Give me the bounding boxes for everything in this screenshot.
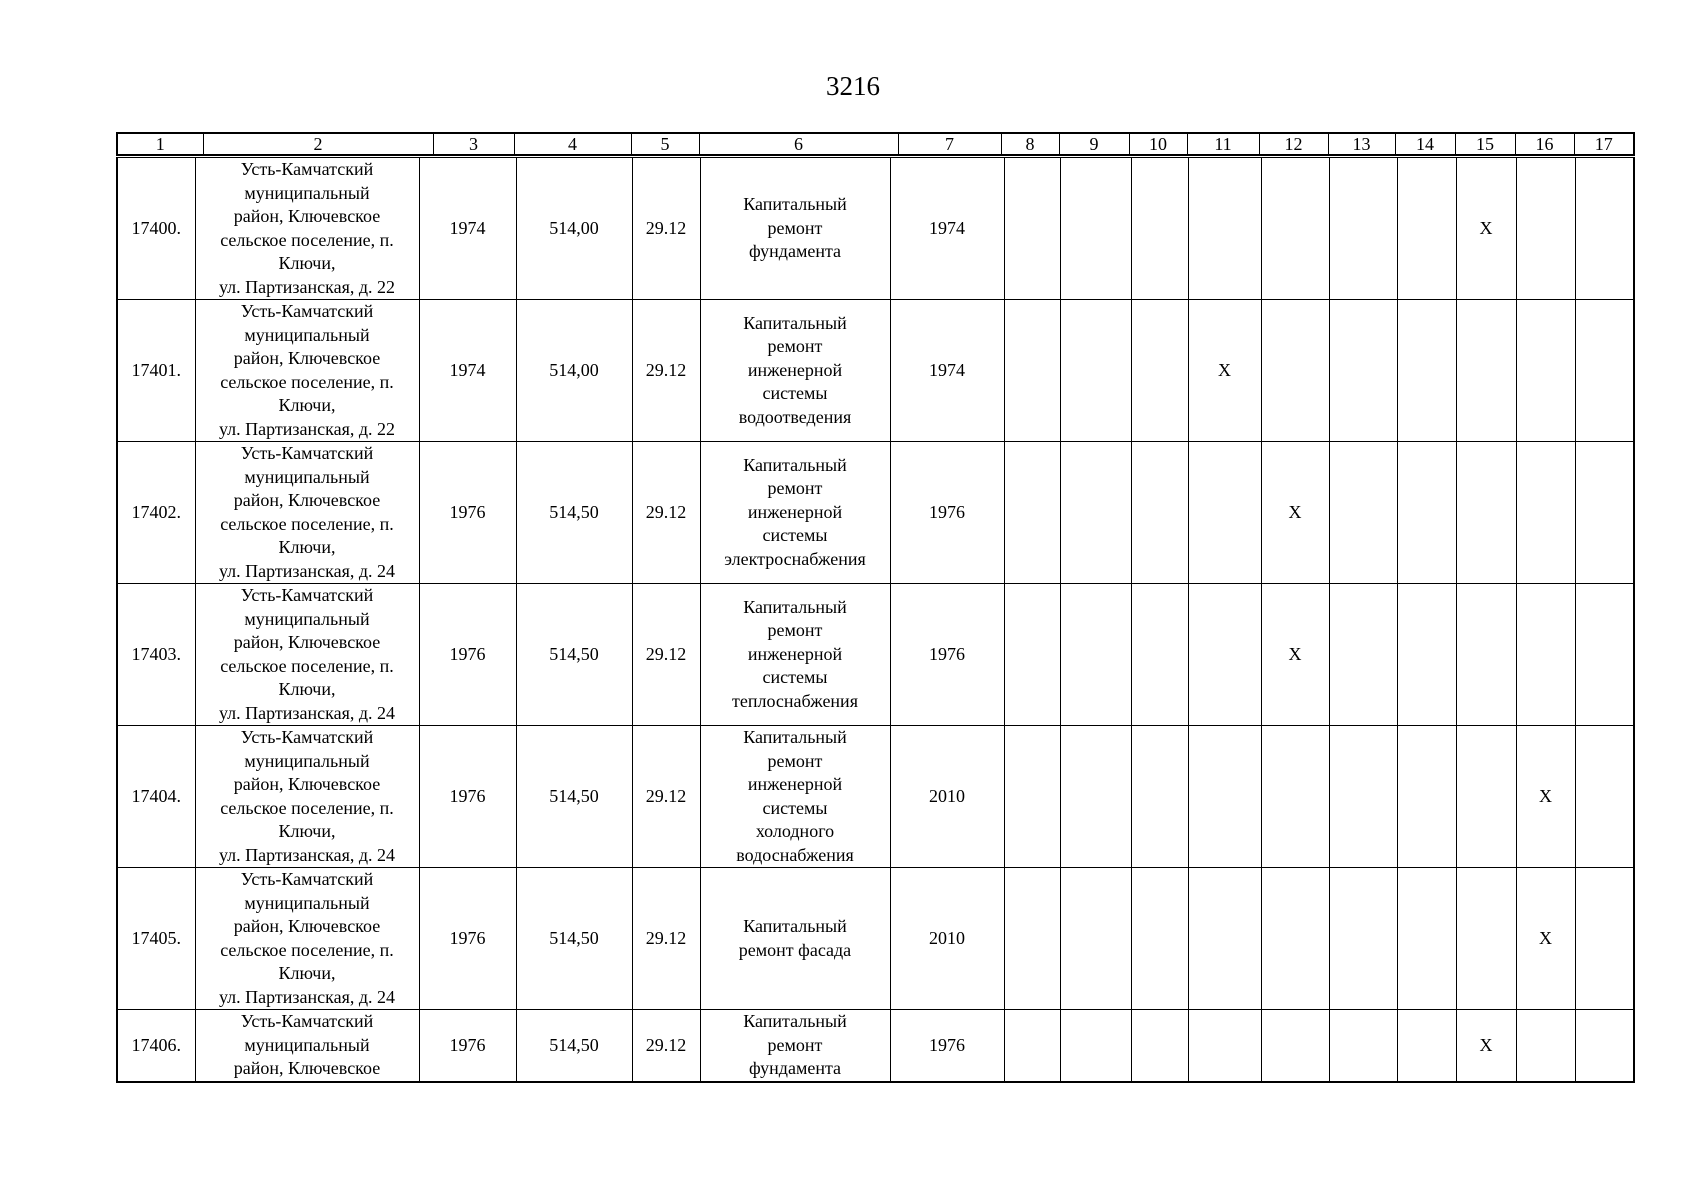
mark-cell-col-15 [1456,300,1516,442]
mark-cell-col-15: X [1456,1010,1516,1082]
mark-cell-col-9 [1060,442,1131,584]
row-number-cell: 17405. [117,868,195,1010]
column-number-5: 5 [631,133,699,155]
mark-cell-col-10 [1131,158,1188,300]
mark-cell-col-14 [1397,1010,1456,1082]
work-type-cell: Капитальный ремонт фундамента [700,1010,890,1082]
mark-cell-col-11: X [1188,300,1261,442]
mark-cell-col-16 [1516,158,1575,300]
work-type-cell: Капитальный ремонт инженерной системы теплоснабжения [700,584,890,726]
column-number-14: 14 [1395,133,1455,155]
year-built-cell: 1976 [419,868,516,1010]
area-cell: 514,50 [516,442,632,584]
table-row [117,584,1634,726]
mark-cell-col-14 [1397,584,1456,726]
mark-cell-col-10 [1131,726,1188,868]
year-repair-cell: 1976 [890,1010,1004,1082]
mark-cell-col-8 [1004,300,1060,442]
mark-cell-col-17 [1575,300,1634,442]
mark-cell-col-9 [1060,726,1131,868]
mark-cell-col-17 [1575,726,1634,868]
value-cell: 29.12 [632,442,700,584]
mark-cell-col-12 [1261,300,1329,442]
mark-cell-col-10 [1131,868,1188,1010]
year-built-cell: 1976 [419,442,516,584]
mark-cell-col-17 [1575,1010,1634,1082]
column-number-4: 4 [514,133,631,155]
column-number-1: 1 [117,133,203,155]
year-repair-cell: 2010 [890,726,1004,868]
mark-cell-col-8 [1004,868,1060,1010]
mark-cell-col-16 [1516,300,1575,442]
mark-cell-col-17 [1575,442,1634,584]
mark-cell-col-14 [1397,158,1456,300]
column-number-13: 13 [1328,133,1395,155]
column-number-15: 15 [1455,133,1515,155]
value-cell: 29.12 [632,726,700,868]
mark-cell-col-12 [1261,868,1329,1010]
row-number-cell: 17403. [117,584,195,726]
page-number: 3216 [826,71,880,101]
area-cell: 514,50 [516,726,632,868]
mark-cell-col-11 [1188,584,1261,726]
mark-cell-col-12: X [1261,584,1329,726]
year-repair-cell: 1974 [890,300,1004,442]
column-number-11: 11 [1187,133,1259,155]
mark-cell-col-9 [1060,1010,1131,1082]
mark-cell-col-14 [1397,726,1456,868]
address-cell: Усть-Камчатский муниципальный район, Ключевское сельское поселение, п. Ключи, ул. Партизанская, д. 24 [195,868,419,1010]
table-row [117,158,1634,300]
mark-cell-col-15 [1456,442,1516,584]
mark-cell-col-12: X [1261,442,1329,584]
mark-cell-col-17 [1575,584,1634,726]
table-row [117,1010,1634,1082]
column-number-2: 2 [203,133,433,155]
column-number-6: 6 [699,133,898,155]
year-built-cell: 1976 [419,1010,516,1082]
row-number-cell: 17404. [117,726,195,868]
mark-cell-col-12 [1261,726,1329,868]
mark-cell-col-8 [1004,1010,1060,1082]
mark-cell-col-8 [1004,442,1060,584]
mark-cell-col-13 [1329,442,1397,584]
mark-cell-col-11 [1188,726,1261,868]
mark-cell-col-15 [1456,868,1516,1010]
mark-cell-col-10 [1131,584,1188,726]
column-number-9: 9 [1059,133,1129,155]
mark-cell-col-16 [1516,584,1575,726]
mark-cell-col-10 [1131,300,1188,442]
mark-cell-col-11 [1188,1010,1261,1082]
area-cell: 514,50 [516,868,632,1010]
column-number-17: 17 [1574,133,1634,155]
area-cell: 514,00 [516,158,632,300]
mark-cell-col-14 [1397,868,1456,1010]
mark-cell-col-14 [1397,300,1456,442]
area-cell: 514,50 [516,1010,632,1082]
column-number-header [116,132,1635,156]
mark-cell-col-13 [1329,726,1397,868]
year-built-cell: 1976 [419,726,516,868]
mark-cell-col-11 [1188,442,1261,584]
mark-cell-col-8 [1004,584,1060,726]
year-repair-cell: 1976 [890,584,1004,726]
address-cell: Усть-Камчатский муниципальный район, Ключевское сельское поселение, п. Ключи, ул. Партизанская, д. 22 [195,300,419,442]
mark-cell-col-15 [1456,584,1516,726]
value-cell: 29.12 [632,584,700,726]
mark-cell-col-10 [1131,442,1188,584]
address-cell: Усть-Камчатский муниципальный район, Ключевское [195,1010,419,1082]
work-type-cell: Капитальный ремонт фундамента [700,158,890,300]
address-cell: Усть-Камчатский муниципальный район, Ключевское сельское поселение, п. Ключи, ул. Партизанская, д. 24 [195,726,419,868]
work-type-cell: Капитальный ремонт инженерной системы холодного водоснабжения [700,726,890,868]
mark-cell-col-17 [1575,868,1634,1010]
row-number-cell: 17400. [117,158,195,300]
year-built-cell: 1976 [419,584,516,726]
row-number-cell: 17401. [117,300,195,442]
work-type-cell: Капитальный ремонт инженерной системы водоотведения [700,300,890,442]
value-cell: 29.12 [632,158,700,300]
work-type-cell: Капитальный ремонт фасада [700,868,890,1010]
table-row [117,442,1634,584]
column-number-10: 10 [1129,133,1187,155]
mark-cell-col-15: X [1456,158,1516,300]
mark-cell-col-11 [1188,158,1261,300]
mark-cell-col-9 [1060,300,1131,442]
mark-cell-col-13 [1329,300,1397,442]
year-repair-cell: 1974 [890,158,1004,300]
column-number-8: 8 [1001,133,1059,155]
row-number-cell: 17406. [117,1010,195,1082]
mark-cell-col-13 [1329,584,1397,726]
mark-cell-col-9 [1060,584,1131,726]
table-row [117,300,1634,442]
mark-cell-col-8 [1004,726,1060,868]
year-repair-cell: 1976 [890,442,1004,584]
mark-cell-col-9 [1060,868,1131,1010]
column-number-7: 7 [898,133,1001,155]
mark-cell-col-11 [1188,868,1261,1010]
header-row [117,133,1634,155]
work-type-cell: Капитальный ремонт инженерной системы электроснабжения [700,442,890,584]
mark-cell-col-12 [1261,1010,1329,1082]
area-cell: 514,00 [516,300,632,442]
mark-cell-col-12 [1261,158,1329,300]
mark-cell-col-16: X [1516,868,1575,1010]
year-built-cell: 1974 [419,158,516,300]
mark-cell-col-16 [1516,1010,1575,1082]
mark-cell-col-15 [1456,726,1516,868]
data-table [116,157,1635,1083]
mark-cell-col-13 [1329,868,1397,1010]
column-number-3: 3 [433,133,514,155]
mark-cell-col-16 [1516,442,1575,584]
year-repair-cell: 2010 [890,868,1004,1010]
address-cell: Усть-Камчатский муниципальный район, Ключевское сельское поселение, п. Ключи, ул. Партизанская, д. 24 [195,584,419,726]
mark-cell-col-16: X [1516,726,1575,868]
value-cell: 29.12 [632,1010,700,1082]
column-number-12: 12 [1259,133,1328,155]
area-cell: 514,50 [516,584,632,726]
mark-cell-col-13 [1329,158,1397,300]
address-cell: Усть-Камчатский муниципальный район, Ключевское сельское поселение, п. Ключи, ул. Партизанская, д. 24 [195,442,419,584]
mark-cell-col-8 [1004,158,1060,300]
table-row [117,726,1634,868]
value-cell: 29.12 [632,300,700,442]
column-number-16: 16 [1515,133,1574,155]
address-cell: Усть-Камчатский муниципальный район, Ключевское сельское поселение, п. Ключи, ул. Партизанская, д. 22 [195,158,419,300]
mark-cell-col-10 [1131,1010,1188,1082]
year-built-cell: 1974 [419,300,516,442]
row-number-cell: 17402. [117,442,195,584]
mark-cell-col-14 [1397,442,1456,584]
mark-cell-col-9 [1060,158,1131,300]
value-cell: 29.12 [632,868,700,1010]
mark-cell-col-17 [1575,158,1634,300]
mark-cell-col-13 [1329,1010,1397,1082]
table-row [117,868,1634,1010]
